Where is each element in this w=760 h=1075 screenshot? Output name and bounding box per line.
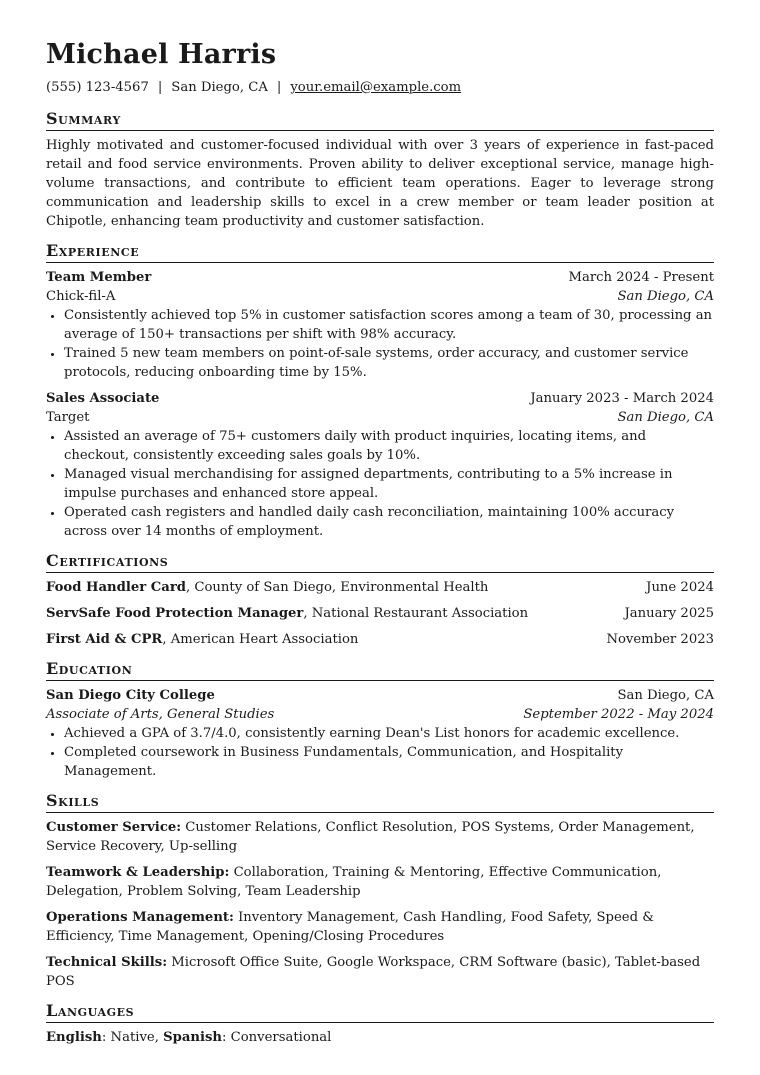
certification-name: Food Handler Card [46,580,187,595]
job-company: Chick-fil-A [46,289,116,304]
separator: | [276,80,282,95]
email-link[interactable]: your.email@example.com [290,80,462,95]
separator: | [157,80,163,95]
contact-line [46,78,714,97]
skill-item [46,908,714,946]
languages-line [46,1028,714,1047]
skill-label: Customer Service: [46,820,182,835]
section-title: Skills [46,791,714,813]
job-company: Target [46,410,90,425]
job-role: Team Member [46,270,152,285]
job-role: Sales Associate [46,391,160,406]
location-text: San Diego, CA [171,80,268,95]
languages-section [46,1001,714,1047]
certification-issuer: , National Restaurant Association [303,606,529,621]
phone-number: (555) 123-4567 [46,80,149,95]
skill-text: Microsoft Office Suite, Google Workspace, CRM Software (basic), Tablet-based POS [46,955,701,989]
section-title: Certifications [46,551,714,573]
certification-item [46,604,714,623]
skill-text: Collaboration, Training & Mentoring, Effective Communication, Delegation, Problem Solving, Team Leadership [46,865,662,899]
certifications-section [46,551,714,649]
school-name: San Diego City College [46,688,215,703]
experience-section [46,241,714,541]
certification-issuer: , American Heart Association [162,632,359,647]
job-bullet: • Trained 5 new team members on point-of-sale systems, order accuracy, and customer service protocols, reducing onboarding time by 15%. [64,344,714,382]
degree: Associate of Arts, General Studies [46,707,275,722]
language-level: : Native, [101,1030,164,1045]
education-bullet: • Completed coursework in Business Fundamentals, Communication, and Hospitality Management. [64,743,714,781]
certification-issuer: , County of San Diego, Environmental Health [186,580,489,595]
section-title: Summary [46,109,714,131]
skill-text: Customer Relations, Conflict Resolution, POS Systems, Order Management, Service Recovery, Up-selling [46,820,695,854]
job-location: San Diego, CA [617,410,714,425]
skill-item [46,818,714,856]
job-bullets [46,427,714,541]
job-dates: March 2024 - Present [568,270,714,285]
education-dates: September 2022 - May 2024 [523,707,714,722]
job-bullet: • Operated cash registers and handled daily cash reconciliation, maintaining 100% accuracy across over 14 months of employment. [64,503,714,541]
certification-name: First Aid & CPR [46,632,163,647]
skill-label: Teamwork & Leadership: [46,865,230,880]
skill-item [46,863,714,901]
certification-date: November 2023 [606,632,714,647]
skill-item [46,953,714,991]
skill-label: Technical Skills: [46,955,168,970]
school-location: San Diego, CA [617,688,714,703]
certification-item [46,630,714,649]
skills-section [46,791,714,991]
summary-section [46,109,714,231]
education-section [46,659,714,781]
job-bullet: • Assisted an average of 75+ customers daily with product inquiries, locating items, and checkout, consistently exceeding sales goals by 10%. [64,427,714,465]
certification-item [46,578,714,597]
language-name: English [46,1030,102,1045]
job-bullet: • Consistently achieved top 5% in customer satisfaction scores among a team of 30, processing an average of 150+ transactions per shift with 98% accuracy. [64,306,714,344]
job-dates: January 2023 - March 2024 [530,391,714,406]
job-location: San Diego, CA [617,289,714,304]
language-level: : Conversational [222,1030,332,1045]
resume-page [46,38,714,1057]
candidate-name: Michael Harris [46,39,277,70]
skill-label: Operations Management: [46,910,234,925]
skill-text: Inventory Management, Cash Handling, Food Safety, Speed & Efficiency, Time Management, Opening/Closing Procedures [46,910,654,944]
certification-name: ServSafe Food Protection Manager [46,606,304,621]
certification-date: January 2025 [624,606,714,621]
summary-text: Highly motivated and customer-focused individual with over 3 years of experience in fast-paced retail and food service environments. Proven ability to deliver exceptional service, manage high-volume transactions, and contribute to efficient team operations. Eager to leverage strong communication and leadership skills to excel in a crew member or team leader position at Chipotle, enhancing team productivity and customer satisfaction. [46,138,714,229]
section-title: Education [46,659,714,681]
job-entry [46,268,714,382]
job-bullets [46,306,714,382]
section-title: Languages [46,1001,714,1023]
education-bullet: • Achieved a GPA of 3.7/4.0, consistently earning Dean's List honors for academic excellence. [64,724,714,743]
education-bullets [46,724,714,781]
job-bullet: • Managed visual merchandising for assigned departments, contributing to a 5% increase in impulse purchases and enhanced store appeal. [64,465,714,503]
language-name: Spanish [163,1030,223,1045]
section-title: Experience [46,241,714,263]
job-entry [46,389,714,541]
certification-date: June 2024 [646,580,714,595]
